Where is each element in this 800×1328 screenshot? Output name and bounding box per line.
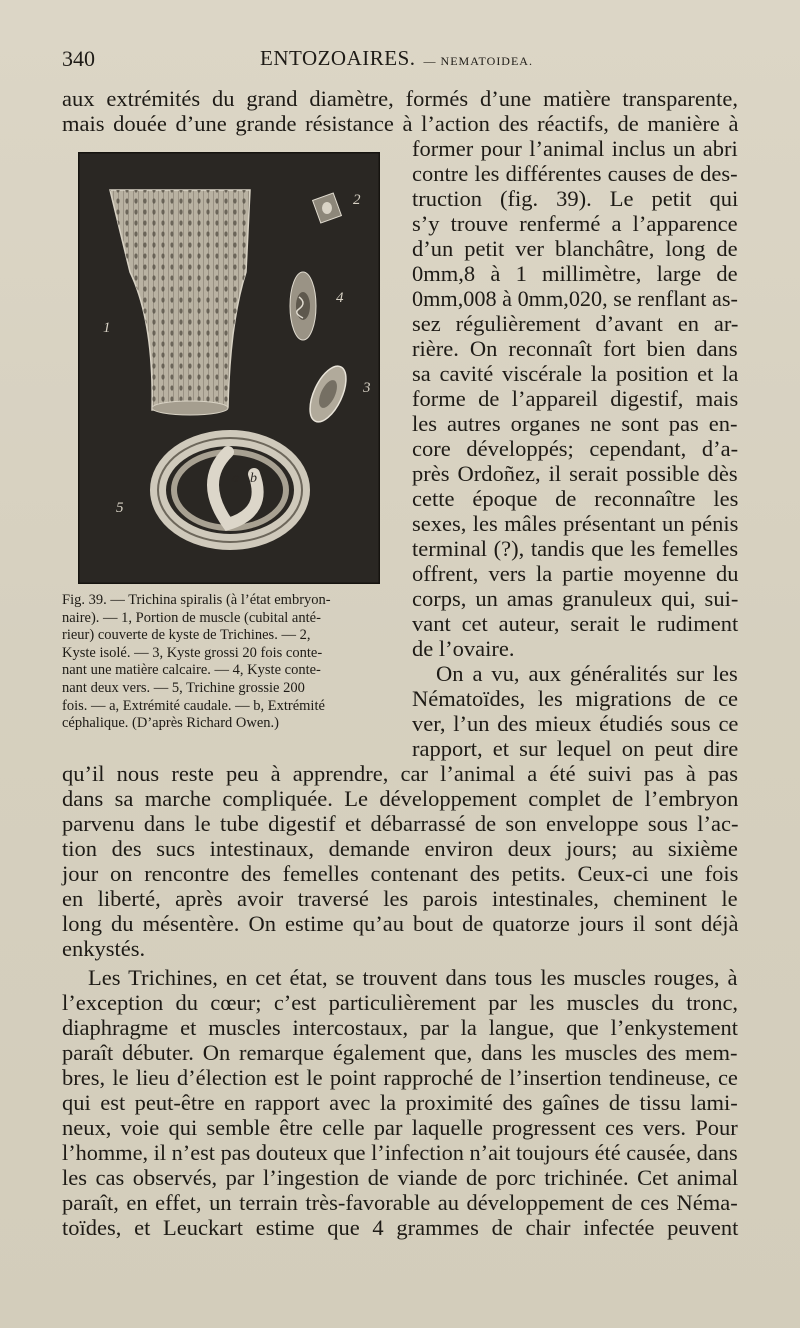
body-line: neux, voie qui semble être celle par laquelle progressent ces vers. Pour [62, 1115, 738, 1140]
body-line: core développés; cependant, d’a- [412, 436, 739, 461]
figure-label-b: b [250, 471, 257, 486]
body-line: sez régulièrement d’avant en ar- [412, 311, 739, 336]
caption-line: Kyste isolé. — 3, Kyste grossi 20 fois conte- [62, 644, 323, 661]
body-line: l’exception du cœur; c’est particulièrement par les muscles du tronc, [62, 990, 739, 1015]
body-line: On a vu, aux généralités sur les [436, 661, 738, 686]
body-line: bres, le lieu d’élection est le point rapproché de l’insertion tendineuse, ce [62, 1065, 738, 1090]
body-line: enkystés. [62, 936, 146, 961]
body-line: parvenu dans le tube digestif et débarrassé de son enveloppe sous l’ac- [62, 811, 739, 836]
body-line: 0mm,008 à 0mm,020, se renflant as- [412, 286, 738, 311]
body-line: l’homme, il n’est pas douteux que l’infection n’ait toujours été causée, dans [62, 1140, 738, 1165]
body-line: former pour l’animal inclus un abri [412, 136, 738, 161]
body-line: les autres organes ne sont pas en- [412, 411, 738, 436]
body-line: mais douée d’une grande résistance à l’action des réactifs, de manière à [62, 111, 739, 136]
body-line: les cas observés, par l’ingestion de viande de porc trichinée. Cet animal [62, 1165, 739, 1190]
body-line: paraît débuter. On remarque également que, dans les muscles des mem- [62, 1040, 738, 1065]
figure-label-a: a [232, 471, 239, 486]
body-line: diaphragme et muscles intercostaux, par la langue, que l’enkystement [62, 1015, 739, 1040]
body-line: terminal (?), tandis que les femelles [412, 536, 739, 561]
caption-line: fois. — a, Extrémité caudale. — b, Extrémité [62, 697, 325, 714]
body-line: contre les différentes causes de des- [412, 161, 738, 186]
body-line: qui est peut-être en rapport avec la proximité des gaînes de tissu lami- [62, 1090, 738, 1115]
running-title [260, 46, 533, 71]
caption-line: nant deux vers. — 5, Trichine grossie 200 [62, 679, 305, 696]
caption-line: naire). — 1, Portion de muscle (cubital anté- [62, 609, 321, 626]
section-title: — NEMATOIDEA. [423, 54, 533, 68]
cyst-two-worms-drawing [290, 272, 316, 340]
caption-line: céphalique. (D’après Richard Owen.) [62, 715, 280, 732]
body-line: sa cavité viscérale la position et la [412, 361, 739, 386]
page-number: 340 [62, 46, 95, 71]
figure-trichina-engraving [78, 152, 380, 584]
body-line: s’y trouve renfermé a l’apparence [412, 211, 738, 236]
body-line: forme de l’appareil digestif, mais [412, 386, 739, 411]
figure-label-4: 4 [336, 290, 344, 306]
caption-line: nant une matière calcaire. — 4, Kyste conte- [62, 662, 321, 679]
body-line: de l’ovaire. [412, 636, 515, 661]
body-line: ver, l’un des mieux étudiés sous ce [412, 711, 739, 736]
body-line: 0mm,8 à 1 millimètre, large de [412, 261, 738, 286]
caption-line: rieur) couverte de kyste de Trichines. — 2, [62, 627, 311, 644]
figure-label-2: 2 [353, 192, 361, 208]
body-line: Nématoïdes, les migrations de ce [412, 686, 739, 711]
running-title-text: ENTOZOAIRES. [260, 46, 416, 70]
body-line: tion des sucs intestinaux, demande environ deux jours; au sixième [62, 836, 738, 861]
body-line: qu’il nous reste peu à apprendre, car l’animal a été suivi pas à pas [62, 761, 739, 786]
body-line: toïdes, et Leuckart estime que 4 grammes de chair infectée peuvent [62, 1215, 739, 1240]
figure-label-5: 5 [116, 500, 124, 516]
body-line: près Ordoñez, il serait possible dès [412, 461, 738, 486]
body-line: dans sa marche compliquée. Le développement complet de l’embryon [62, 786, 739, 811]
body-line: long du mésentère. On estime qu’au bout de quatorze jours il sont déjà [62, 911, 739, 936]
caption-line: Fig. 39. — Trichina spiralis (à l’état embryon- [62, 592, 331, 608]
body-line: vant cet auteur, serait le rudiment [412, 611, 739, 636]
figure-label-1: 1 [103, 320, 111, 336]
body-line: corps, un amas granuleux qui, sui- [412, 586, 739, 611]
engraving-illustration [78, 152, 380, 584]
body-line: d’un petit ver blanchâtre, long de [412, 236, 738, 261]
page-header [62, 46, 738, 76]
body-line: truction (fig. 39). Le petit qui [412, 186, 739, 211]
body-line: offrent, vers la partie moyenne du [412, 561, 739, 586]
body-line: rapport, et sur lequel on peut dire [412, 736, 739, 761]
body-line: sexes, les mâles présentant un pénis [412, 511, 739, 536]
body-line: cette époque de reconnaître les [412, 486, 739, 511]
body-line: aux extrémités du grand diamètre, formés d’une matière transparente, [62, 86, 738, 111]
figure-label-3: 3 [363, 380, 371, 396]
body-line: en liberté, après avoir traversé les parois intestinales, cheminent le [62, 886, 738, 911]
body-line: paraît, en effet, un terrain très-favorable au développement de ces Néma- [62, 1190, 738, 1215]
body-line: rière. On reconnaît fort bien dans [412, 336, 738, 361]
body-line: jour on rencontre des femelles contenant des petits. Ceux-ci une fois [62, 861, 739, 886]
body-line: Les Trichines, en cet état, se trouvent dans tous les muscles rouges, à [88, 965, 738, 990]
figure-caption [62, 592, 398, 733]
